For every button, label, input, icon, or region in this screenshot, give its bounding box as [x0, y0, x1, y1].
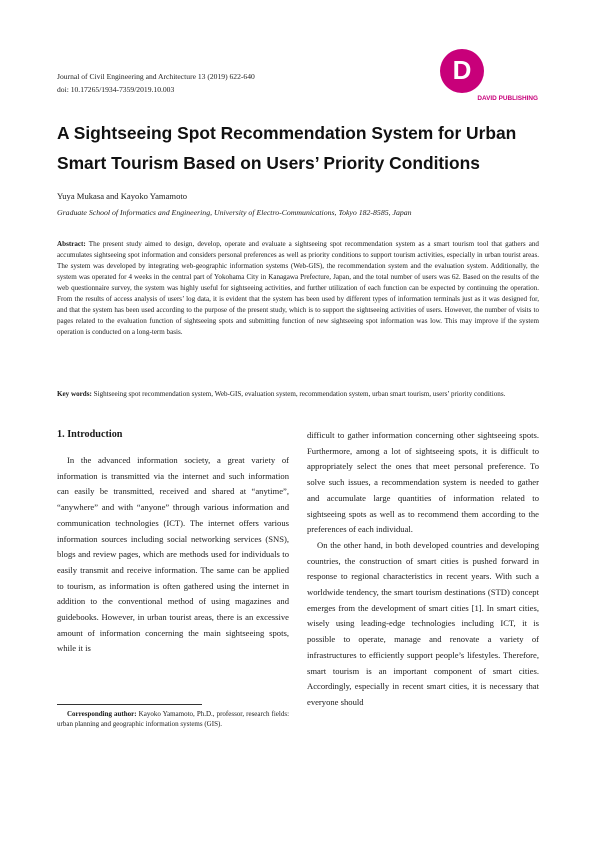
right-column [307, 428, 539, 711]
intro-paragraph-1-continued: difficult to gather information concerning other sightseeing spots. Furthermore, among a lot of sightseeing spots, it is difficult to appropriately select the ones that meet personal preference. To solve such issues, a recommendation system is needed to gather and accumulate large quantities of information related to sightseeing spots as well as to recommend them according to the preferences of each individual. [307, 430, 539, 535]
abstract-label: Abstract: [57, 240, 86, 248]
keywords-text: Sightseeing spot recommendation system, Web-GIS, evaluation system, recommendation system, urban smart tourism, users’ priority conditions. [93, 390, 506, 398]
footnote-label: Corresponding author: [67, 710, 137, 718]
left-column [57, 428, 289, 657]
abstract-text: The present study aimed to design, develop, operate and evaluate a sightseeing spot recommendation system as a smart tourism tool that gathers and accumulates sightseeing spot information and considers personal preferences as well as priority conditions to support tourism activities, especially in urban tourist areas. The system was developed by integrating web-geographic information systems (Web-GIS), the recommendation system and the evaluation system. Additionally, the system was operated for 4 weeks in the central part of Yokohama City in Kanagawa Prefecture, Japan, and the total number of users was 62. Based on the results of the web questionnaire survey, the system was highly useful for sightseeing activities, and further utilization of each function can be expected by continuing the operation. From the results of access analysis of users’ log data, it is evident that the system has been used by different types of information terminals just as it was designed for, and that the system has been used according to the purpose of the present study, which is to support the sightseeing activities of users. However, the number of visits to pages related to the evaluation function of sightseeing spots and submitting function of new sightseeing spot information was low. This may improve if the system operation is conducted on a long-term basis. [57, 240, 539, 336]
keywords-label: Key words: [57, 390, 92, 398]
section-heading: 1. Introduction [57, 429, 123, 440]
corresponding-author-footnote [57, 709, 289, 729]
intro-paragraph-1: In the advanced information society, a great variety of information is transmitted via the internet and such information can easily be transmitted, received and shared at “anytime”, “anywhere” and with “anyone” through various information and communication technologies (ICT). The internet offers various information sources including social networking services (SNS), blogs and review pages, which are methods used for individuals to easily transmit and receive information. The same can be applied to tourism, as information is often gathered using the internet in addition to the conventional method of using magazines and guidebooks. However, in urban tourist areas, there is an excessive amount of information concerning the main sightseeing spots, while it is [57, 455, 289, 654]
keywords [57, 389, 539, 400]
journal-citation [57, 71, 255, 96]
title-line-2: Smart Tourism Based on Users’ Priority Conditions [57, 153, 480, 173]
footnote-text: Kayoko Yamamoto, Ph.D., professor, research fields: urban planning and geographic information systems (GIS). [57, 710, 290, 728]
title-line-1: A Sightseeing Spot Recommendation System for Urban [57, 123, 517, 143]
authors: Yuya Mukasa and Kayoko Yamamoto [57, 191, 188, 201]
abstract [57, 239, 539, 338]
logo-letter: D [452, 55, 472, 85]
intro-paragraph-2: On the other hand, in both developed countries and developing countries, the construction of smart cities is pushed forward in response to regional characteristics in recent years. With such a worldwide tendency, the smart tourism destinations (STD) concept emerges from the development of smart cities [1]. In smart cities, wisely using leading-edge technologies including ICT, it is possible to operate, manage and renovate a variety of infrastructures to efficiently support people’s lifestyles. Therefore, smart tourism is an important component of smart cities. Accordingly, especially in recent smart cities, it is necessary that everyone should [307, 539, 539, 707]
journal-name-line: Journal of Civil Engineering and Architecture 13 (2019) 622-640 [57, 72, 255, 81]
publisher-logo [432, 47, 538, 103]
affiliation: Graduate School of Informatics and Engineering, University of Electro-Communications, Tokyo 182-8585, Japan [57, 208, 412, 217]
paper-title [57, 118, 557, 178]
footnote-divider [57, 704, 202, 705]
doi-line: doi: 10.17265/1934-7359/2019.10.003 [57, 84, 175, 94]
logo-text: DAVID PUBLISHING [477, 95, 538, 102]
